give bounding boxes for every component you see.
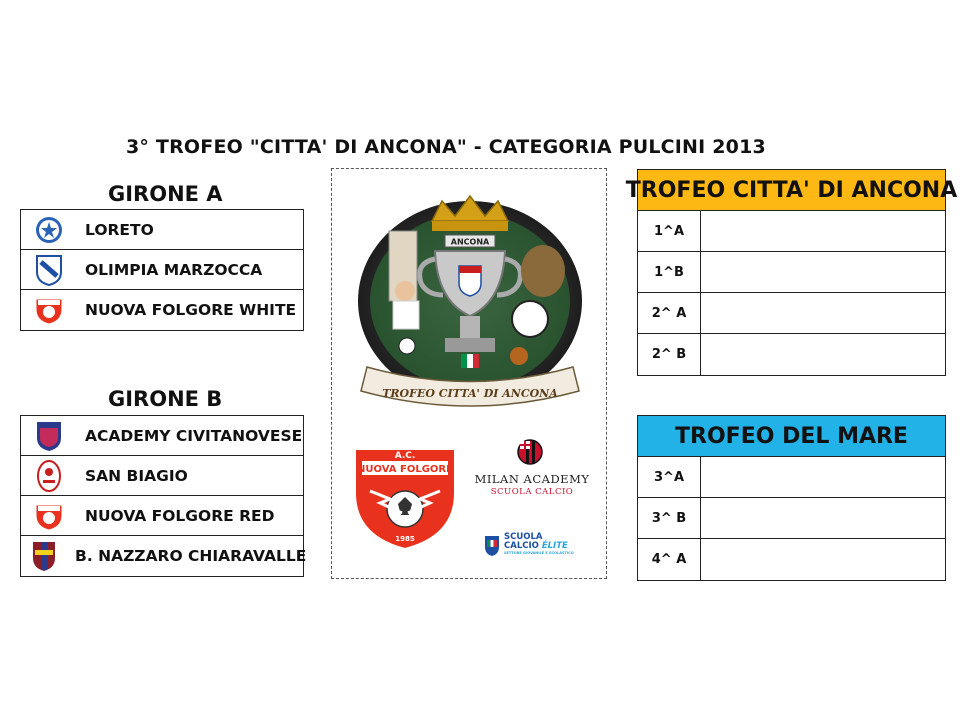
nuova-folgore-crest-icon <box>31 294 67 326</box>
position-label: 4^ A <box>638 539 701 580</box>
table-row <box>21 250 303 290</box>
position-label: 2^ A <box>638 293 701 333</box>
result-cell <box>701 334 945 375</box>
milan-crest-icon <box>517 437 543 467</box>
table-row <box>21 290 303 330</box>
table-row <box>638 334 945 375</box>
position-label: 2^ B <box>638 334 701 375</box>
club-logo-top-text: A.C. <box>394 451 416 461</box>
table-row <box>21 210 303 250</box>
table-row <box>21 456 303 496</box>
table-row <box>638 539 945 580</box>
olimpia-marzocca-crest-icon <box>31 254 67 286</box>
girone-a-title: GIRONE A <box>108 182 223 206</box>
figc-crest-icon <box>484 535 500 557</box>
san-biagio-crest-icon <box>31 460 67 492</box>
loreto-crest-icon <box>31 214 67 246</box>
table-row <box>638 293 945 334</box>
team-name: NUOVA FOLGORE WHITE <box>85 301 297 319</box>
nuova-folgore-club-logo <box>350 441 460 551</box>
result-cell <box>701 211 945 251</box>
girone-a-table <box>20 209 304 331</box>
result-cell <box>701 539 945 580</box>
scuola-label: SCUOLA <box>504 532 543 542</box>
table-row <box>21 416 303 456</box>
position-label: 1^A <box>638 211 701 251</box>
tournament-emblem-icon <box>347 191 593 423</box>
team-name: ACADEMY CIVITANOVESE <box>85 426 303 445</box>
table-row <box>21 496 303 536</box>
result-cell <box>701 498 945 538</box>
team-name: LORETO <box>85 220 154 239</box>
calcio-label: CALCIO <box>504 541 539 551</box>
club-logo-name-text: NUOVA FOLGORE <box>357 464 453 475</box>
table-row <box>21 536 307 576</box>
table-row <box>638 498 945 539</box>
sgs-label: SETTORE GIOVANILE E SCOLASTICO <box>504 551 574 555</box>
trofeo-mare-table <box>637 415 946 581</box>
table-row <box>638 211 945 252</box>
page-title: 3° TROFEO "CITTA' DI ANCONA" - CATEGORIA PULCINI 2013 <box>126 136 766 158</box>
result-cell <box>701 293 945 333</box>
team-name: NUOVA FOLGORE RED <box>85 506 275 525</box>
team-name: SAN BIAGIO <box>85 466 188 485</box>
emblem-banner-text: TROFEO CITTA' DI ANCONA <box>382 387 558 400</box>
nuova-folgore-crest-icon <box>31 500 67 532</box>
team-name: OLIMPIA MARZOCCA <box>85 260 263 279</box>
club-logo-year-text: 1985 <box>395 535 415 543</box>
emblem-plate-text: ANCONA <box>450 237 490 247</box>
girone-b-title: GIRONE B <box>108 387 223 411</box>
result-cell <box>701 457 945 497</box>
position-label: 1^B <box>638 252 701 292</box>
table-row <box>638 457 945 498</box>
table-row <box>638 252 945 293</box>
trofeo-ancona-table <box>625 169 958 376</box>
academy-civitanovese-crest-icon <box>31 420 67 452</box>
nazzaro-chiaravalle-crest-icon <box>31 540 57 572</box>
team-name: B. NAZZARO CHIARAVALLE <box>75 547 307 565</box>
trofeo-ancona-title: TROFEO CITTA' DI ANCONA <box>638 170 945 211</box>
milan-academy-label: MILAN ACADEMY <box>474 472 590 486</box>
result-cell <box>701 252 945 292</box>
milan-scuola-label: SCUOLA CALCIO <box>490 487 574 497</box>
logos-panel <box>331 168 607 579</box>
elite-label: ÉLITE <box>541 541 568 551</box>
girone-b-table <box>20 415 307 577</box>
trofeo-mare-title: TROFEO DEL MARE <box>638 416 945 457</box>
position-label: 3^ B <box>638 498 701 538</box>
position-label: 3^A <box>638 457 701 497</box>
